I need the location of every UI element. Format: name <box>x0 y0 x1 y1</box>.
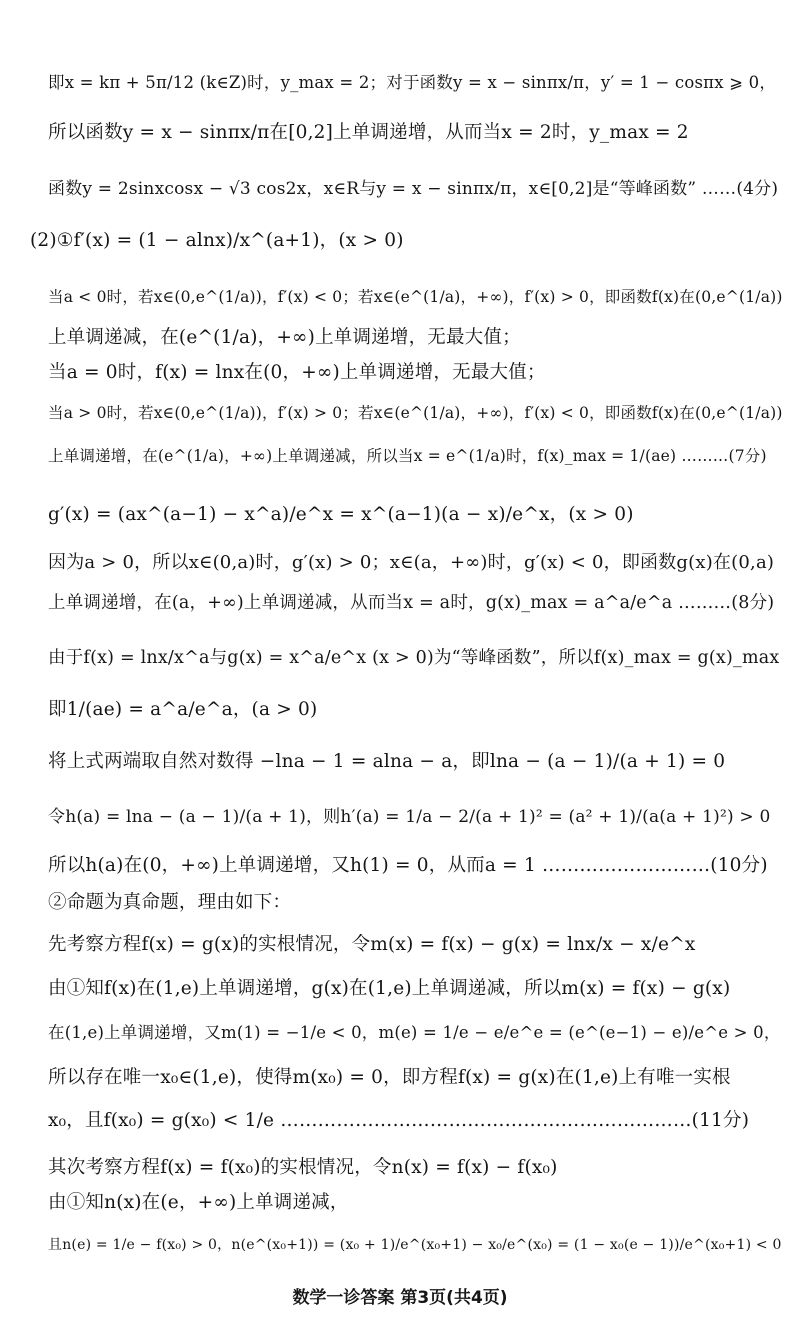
text-line: 即x = kπ + 5π/12 (k∈Z)时，y_max = 2；对于函数y = x − sinπx/π，y′ = 1 − cosπx ⩾ 0， <box>48 73 777 92</box>
text-line: 由①知f(x)在(1,e)上单调递增，g(x)在(1,e)上单调递减，所以m(x) = f(x) − g(x) <box>48 978 731 999</box>
text-line: 上单调递减，在(e^(1/a)，+∞)上单调递增，无最大值； <box>48 327 521 348</box>
text-line: 令h(a) = lna − (a − 1)/(a + 1)，则h′(a) = 1/a − 2/(a + 1)² = (a² + 1)/(a(a + 1)²) > 0 <box>48 807 771 827</box>
text-line: 其次考察方程f(x) = f(x₀)的实根情况，令n(x) = f(x) − f(x₀) <box>48 1157 558 1178</box>
text-line: g′(x) = (ax^(a−1) − x^a)/e^x = x^(a−1)(a − x)/e^x，(x > 0) <box>48 504 634 525</box>
text-line: 且n(e) = 1/e − f(x₀) > 0，n(e^(x₀+1)) = (x₀ + 1)/e^(x₀+1) − x₀/e^(x₀) = (1 − x₀(e − 1))/e^(x₀+1) < 0 <box>48 1237 782 1253</box>
text-line: 将上式两端取自然对数得 −lna − 1 = alna − a，即lna − (a − 1)/(a + 1) = 0 <box>48 751 726 772</box>
text-line: (2)①f′(x) = (1 − alnx)/x^(a+1)，(x > 0) <box>30 230 404 251</box>
page-footer: 数学一诊答案 第3页(共4页) <box>292 1288 508 1308</box>
text-line: x₀，且f(x₀) = g(x₀) < 1/e …………………………………………………………(11分) <box>48 1110 750 1131</box>
text-line: 上单调递增，在(a，+∞)上单调递减，从而当x = a时，g(x)_max = a^a/e^a ………(8分) <box>48 593 775 613</box>
text-line: 上单调递增，在(e^(1/a)，+∞)上单调递减，所以当x = e^(1/a)时，f(x)_max = 1/(ae) ………(7分) <box>48 447 767 465</box>
text-line: 由于f(x) = lnx/x^a与g(x) = x^a/e^x (x > 0)为“等峰函数”，所以f(x)_max = g(x)_max <box>48 648 780 668</box>
text-line: 先考察方程f(x) = g(x)的实根情况，令m(x) = f(x) − g(x) = lnx/x − x/e^x <box>48 934 696 955</box>
text-line: 当a = 0时，f(x) = lnx在(0，+∞)上单调递增，无最大值； <box>48 362 546 383</box>
text-line: 在(1,e)上单调递增，又m(1) = −1/e < 0，m(e) = 1/e − e/e^e = (e^(e−1) − e)/e^e > 0， <box>48 1023 781 1042</box>
text-line: 函数y = 2sinxcosx − √3 cos2x，x∈R与y = x − sinπx/π，x∈[0,2]是“等峰函数” ……(4分) <box>48 179 779 199</box>
text-line: 即1/(ae) = a^a/e^a，(a > 0) <box>48 699 318 720</box>
text-line: 当a < 0时，若x∈(0,e^(1/a))，f′(x) < 0；若x∈(e^(1/a)，+∞)，f′(x) > 0，即函数f(x)在(0,e^(1/a)) <box>48 288 783 306</box>
text-line: 因为a > 0，所以x∈(0,a)时，g′(x) > 0；x∈(a，+∞)时，g′(x) < 0，即函数g(x)在(0,a) <box>48 552 775 573</box>
text-line: 当a > 0时，若x∈(0,e^(1/a))，f′(x) > 0；若x∈(e^(1/a)，+∞)，f′(x) < 0，即函数f(x)在(0,e^(1/a)) <box>48 404 783 422</box>
text-line: 所以存在唯一x₀∈(1,e)，使得m(x₀) = 0，即方程f(x) = g(x)在(1,e)上有唯一实根 <box>48 1067 731 1088</box>
text-line: ②命题为真命题，理由如下： <box>48 892 292 913</box>
text-line: 由①知n(x)在(e，+∞)上单调递减， <box>48 1192 349 1213</box>
text-line: 所以函数y = x − sinπx/π在[0,2]上单调递增，从而当x = 2时，y_max = 2 <box>48 122 689 143</box>
text-line: 所以h(a)在(0，+∞)上单调递增，又h(1) = 0，从而a = 1 ………………………(10分) <box>48 855 768 876</box>
